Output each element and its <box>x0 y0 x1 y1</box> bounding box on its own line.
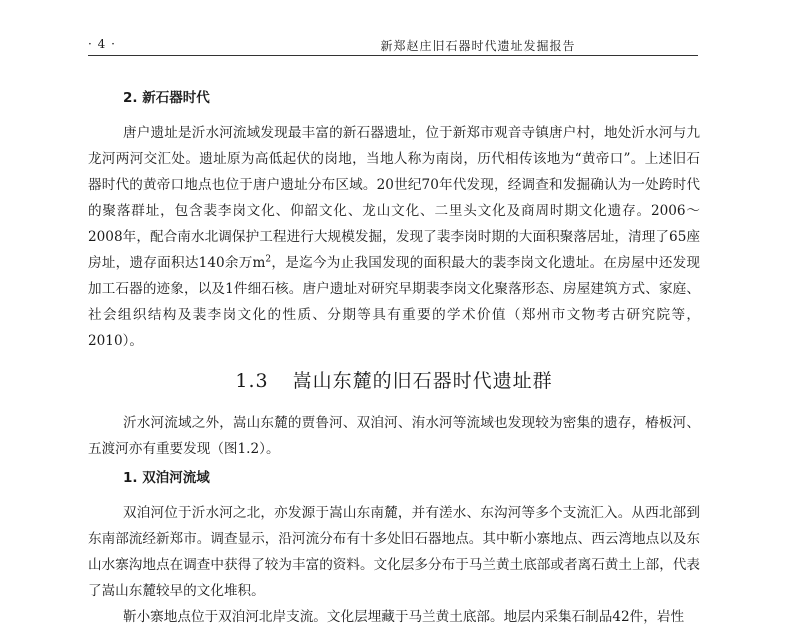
paragraph-jinxiaozhai: 靳小寨地点位于双洎河北岸支流。文化层埋藏于马兰黄土底部。地层内采集石制品42件，岩性 <box>123 609 685 625</box>
chapter-title <box>88 367 700 395</box>
section-heading-shuangji: 1. 双洎河流域 <box>123 470 210 486</box>
paragraph-tanghu-site <box>88 120 700 354</box>
chapter-title-text: 嵩山东麓的旧石器时代遗址群 <box>292 370 553 392</box>
superscript: 2 <box>265 254 272 265</box>
page-number: · 4 · <box>88 37 116 51</box>
paragraph-text: ，是迄今为止我国发现的面积最大的裴李岗文化遗址。在房屋中还发现加工石器的迹象，以及1件细石核。唐户遗址对研究早期裴李岗文化聚落形态、房屋建筑方式、家庭、社会组织结构及裴李岗文化的性质、分期等具有重要的学术价值（郑州市文物考古研究院等，2010）。 <box>88 255 700 349</box>
running-title: 新郑赵庄旧石器时代遗址发掘报告 <box>380 39 576 53</box>
paragraph-shuangji-river: 双洎河位于沂水河之北，亦发源于嵩山东南麓，并有溠水、东沟河等多个支流汇入。从西北部到东南部流经新郑市。调查显示，沿河流分布有十多处旧石器地点。其中靳小寨地点、西云湾地点以及东山水寨沟地点在调查中获得了较为丰富的资料。文化层多分布于马兰黄土底部或者离石黄土上部，代表了嵩山东麓较早的文化堆积。 <box>88 505 700 599</box>
running-header <box>88 33 698 56</box>
paragraph-text: 唐户遗址是沂水河流域发现最丰富的新石器遗址，位于新郑市观音寺镇唐户村，地处沂水河与九龙河两河交汇处。遗址原为高低起伏的岗地，当地人称为南岗，历代相传该地为“黄帝口”。上述旧石器时代的黄帝口地点也位于唐户遗址分布区域。20世纪70年代发现，经调查和发掘确认为一处跨时代的聚落群址，包含裴李岗文化、仰韶文化、龙山文化、二里头文化及商周时期文化遗存。2006～2008年，配合南水北调保护工程进行大规模发掘，发现了裴李岗时期的大面积聚落居址，清理了65座房址，遗存面积达140余万m <box>88 125 700 271</box>
section-heading-neolithic: 2. 新石器时代 <box>123 90 210 106</box>
page-body <box>88 88 700 630</box>
paragraph-intro: 沂水河流域之外，嵩山东麓的贾鲁河、双洎河、洧水河等流域也发现较为密集的遗存，椿板河、五渡河亦有重要发现（图1.2）。 <box>88 415 700 457</box>
chapter-number: 1.3 <box>235 370 269 392</box>
